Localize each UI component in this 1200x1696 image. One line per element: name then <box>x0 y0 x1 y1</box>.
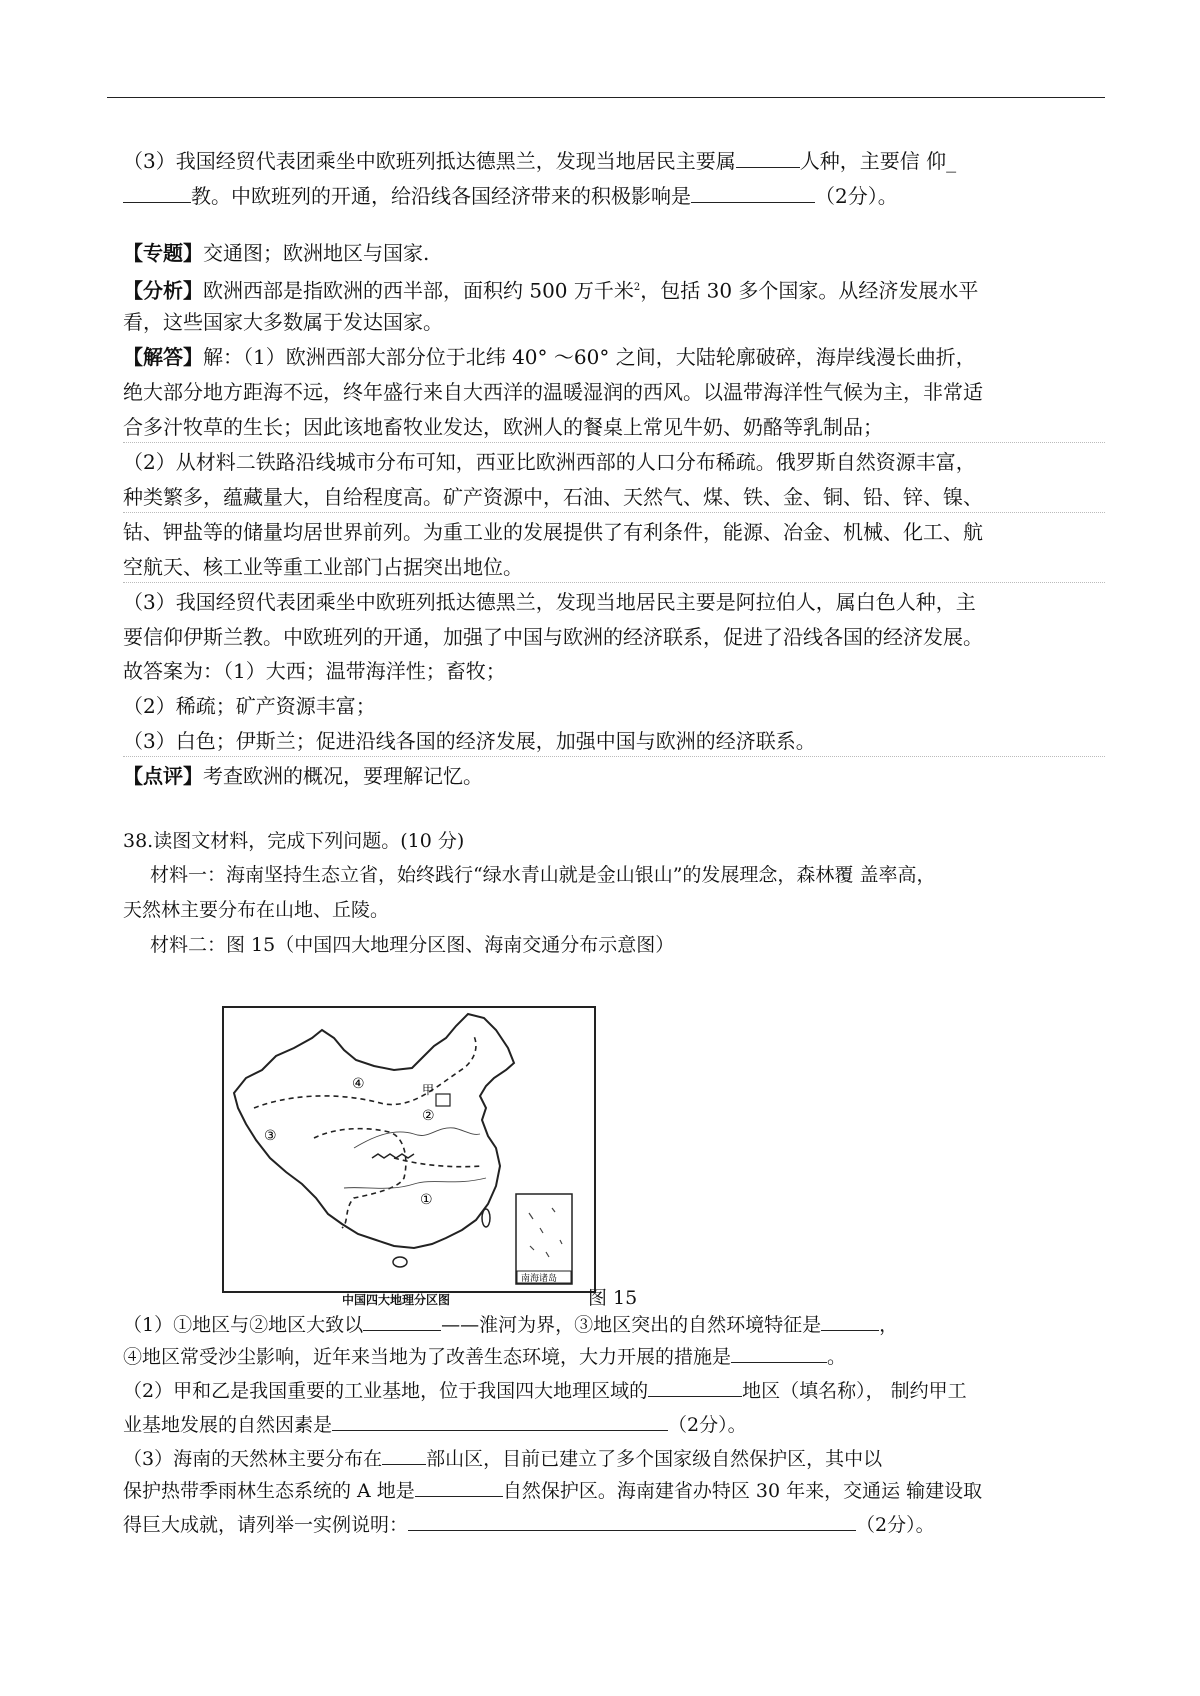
superscript: 2 <box>633 282 641 293</box>
answer-blank[interactable] <box>382 1444 426 1465</box>
q37-part3-text: （2分）。 <box>815 184 898 208</box>
q38-part3-text: （2分）。 <box>856 1514 935 1536</box>
final-answer-text: （2）稀疏；矿产资源丰富； <box>123 694 376 718</box>
analysis-text: ，包括 30 多个国家。从经济发展水平 <box>640 278 979 303</box>
q38-part3-text: 部山区，目前已建立了多个国家级自然保护区，其中以 <box>426 1448 883 1470</box>
answer-tag: 【解答】 <box>123 345 203 369</box>
answer-text: 要信仰伊斯兰教。中欧班列的开通，加强了中国与欧洲的经济联系，促进了沿线各国的经济发展。 <box>123 625 983 649</box>
q38-part3-text: 保护热带季雨林生态系统的 A 地是 <box>123 1480 415 1502</box>
q38-part1-text: ——淮河为界，③地区突出的自然环境特征是 <box>441 1314 822 1336</box>
divider <box>123 756 1105 757</box>
region-label-2: ② <box>422 1108 435 1124</box>
answer-line5 <box>123 482 983 512</box>
q38-part3-line3 <box>123 1510 935 1540</box>
final-answer-text: 故答案为：（1）大西；温带海洋性；畜牧； <box>123 659 506 683</box>
header-rule <box>107 97 1105 98</box>
region-label-4: ④ <box>352 1076 365 1092</box>
answer-blank[interactable] <box>363 1310 441 1331</box>
q37-part3-text: 教。中欧班列的开通，给沿线各国经济带来的积极影响是 <box>191 184 691 208</box>
answer-text: （2）从材料二铁路沿线城市分布可知，西亚比欧洲西部的人口分布稀疏。俄罗斯自然资源丰富， <box>123 450 976 474</box>
material1-text: 天然林主要分布在山地、丘陵。 <box>123 899 390 921</box>
q38-part1-line2 <box>123 1342 846 1372</box>
region-label-3: ③ <box>264 1128 277 1144</box>
material2-text: 材料二：图 15（中国四大地理分区图、海南交通分布示意图） <box>150 934 675 956</box>
q38-part1-text: 。 <box>827 1346 847 1368</box>
q38-part2-text: 业基地发展的自然因素是 <box>123 1414 333 1436</box>
analysis-text: 欧洲西部是指欧洲的西半部，面积约 500 万千米 <box>203 278 634 303</box>
yellow-river <box>354 1128 480 1148</box>
q38-part3-text: 得巨大成就，请列举一实例说明： <box>123 1514 409 1536</box>
comment-line <box>123 761 483 791</box>
jia-label: 甲 <box>422 1083 435 1097</box>
map-caption: 中国四大地理分区图 <box>342 1293 451 1307</box>
q38-part3-line1 <box>123 1444 882 1474</box>
material1-line2 <box>123 895 389 925</box>
answer-text: 空航天、核工业等重工业部门占据突出地位。 <box>123 555 523 579</box>
q38-part1-line1 <box>123 1310 898 1340</box>
analysis-line2 <box>123 307 443 337</box>
q38-part3-text: （3）海南的天然林主要分布在 <box>123 1448 383 1470</box>
q38-part1-text: ④地区常受沙尘影响，近年来当地为了改善生态环境，大力开展的措施是 <box>123 1346 732 1368</box>
answer-blank[interactable] <box>415 1476 503 1497</box>
q38-part2-text: （2分）。 <box>668 1414 747 1436</box>
material1-text: 材料一：海南坚持生态立省，始终践行“绿水青山就是金山银山”的发展理念，森林覆 盖率高， <box>150 864 936 886</box>
answer-blank[interactable] <box>821 1310 879 1331</box>
analysis-text: 看，这些国家大多数属于发达国家。 <box>123 310 443 334</box>
china-regions-map <box>222 1006 596 1293</box>
answer-line7 <box>123 552 523 582</box>
q37-part3-line1 <box>123 146 956 176</box>
answer-text: 绝大部分地方距海不远，终年盛行来自大西洋的温暖湿润的西风。以温带海洋性气候为主，非常适 <box>123 380 983 404</box>
region-label-1: ① <box>420 1192 433 1208</box>
q38-part1-text: （1）①地区与②地区大致以 <box>123 1314 364 1336</box>
q38-heading-text: 38.读图文材料，完成下列问题。(10 分) <box>123 830 465 852</box>
q38-part2-text: （2）甲和乙是我国重要的工业基地，位于我国四大地理区域的 <box>123 1380 649 1402</box>
q38-part1-text: ， <box>879 1314 899 1336</box>
inset-label: 南海诸岛 <box>521 1274 558 1284</box>
q37-part3-text: 人种，主要信 仰_ <box>799 149 957 173</box>
answer-blank[interactable] <box>736 147 800 168</box>
answer-blank[interactable] <box>648 1376 742 1397</box>
yangtze-river <box>344 1178 486 1188</box>
boundary-qinling-huaihe <box>394 1158 482 1167</box>
q38-part2-line2 <box>123 1410 747 1440</box>
taiwan-island <box>482 1209 490 1227</box>
divider <box>123 582 1105 583</box>
q38-part3-line2 <box>123 1476 982 1506</box>
answer-line1 <box>123 342 976 372</box>
material1-line1 <box>150 860 935 890</box>
final-answer-line2 <box>123 691 376 721</box>
answer-blank[interactable] <box>691 182 815 203</box>
analysis-line1 <box>123 273 978 306</box>
topic-line <box>123 238 429 268</box>
material2-line <box>150 930 674 960</box>
q37-part3-text: （3）我国经贸代表团乘坐中欧班列抵达德黑兰，发现当地居民主要属 <box>123 149 736 173</box>
answer-line3 <box>123 412 883 442</box>
divider <box>123 442 1105 443</box>
china-map-drawing <box>224 1008 594 1291</box>
answer-blank[interactable] <box>332 1410 668 1431</box>
q38-part2-text: 地区（填名称）， <box>742 1380 885 1402</box>
answer-line2 <box>123 377 983 407</box>
answer-line6 <box>123 517 983 547</box>
answer-line4 <box>123 447 976 477</box>
boundary-north-northwest <box>254 1036 476 1108</box>
final-answer-line1 <box>123 656 506 686</box>
q38-part2-line1 <box>123 1376 967 1406</box>
answer-text: 钴、钾盐等的储量均居世界前列。为重工业的发展提供了有利条件，能源、冶金、机械、化工、航 <box>123 520 983 544</box>
answer-blank[interactable] <box>408 1510 856 1531</box>
answer-blank[interactable] <box>731 1342 827 1363</box>
answer-line9 <box>123 622 983 652</box>
analysis-tag: 【分析】 <box>123 278 203 303</box>
divider <box>123 512 1105 513</box>
topic-text: 交通图；欧洲地区与国家. <box>203 241 430 265</box>
answer-line8 <box>123 587 976 617</box>
topic-tag: 【专题】 <box>123 241 203 265</box>
answer-text: 解：（1）欧洲西部大部分位于北纬 40° ～60° 之间，大陆轮廓破碎，海岸线漫长曲折， <box>203 345 976 369</box>
q38-heading <box>123 826 464 856</box>
final-answer-text: （3）白色；伊斯兰；促进沿线各国的经济发展，加强中国与欧洲的经济联系。 <box>123 729 816 753</box>
jia-base-hatch <box>436 1094 450 1106</box>
comment-tag: 【点评】 <box>123 764 203 788</box>
q38-part2-text: 制约甲工 <box>890 1380 967 1402</box>
answer-blank[interactable] <box>123 182 191 203</box>
q37-part3-line2 <box>123 181 898 211</box>
comment-text: 考查欧洲的概况，要理解记忆。 <box>203 764 483 788</box>
figure-label: 图 15 <box>588 1287 638 1309</box>
final-answer-line3 <box>123 726 816 756</box>
q38-part3-text: 自然保护区。海南建省办特区 30 年来，交通运 输建设取 <box>502 1480 983 1502</box>
answer-text: 合多汁牧草的生长；因此该地畜牧业发达，欧洲人的餐桌上常见牛奶、奶酪等乳制品； <box>123 415 883 439</box>
answer-text: 种类繁多，蕴藏量大，自给程度高。矿产资源中，石油、天然气、煤、铁、金、铜、铅、锌、镍、 <box>123 485 983 509</box>
answer-text: （3）我国经贸代表团乘坐中欧班列抵达德黑兰，发现当地居民主要是阿拉伯人，属白色人种，主 <box>123 590 976 614</box>
hainan-island <box>393 1257 407 1267</box>
qinling-mountains <box>372 1154 414 1158</box>
